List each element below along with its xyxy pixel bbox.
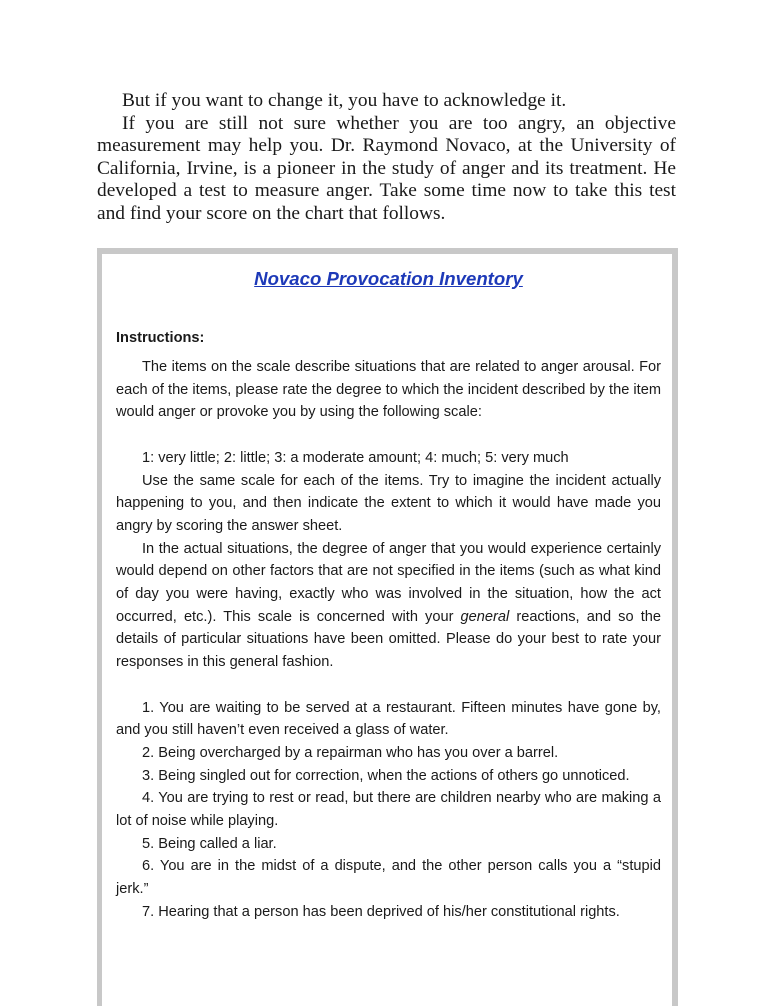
inventory-item: 2. Being overcharged by a repairman who has you over a barrel. [142,744,559,761]
text-run: reactions, and so the details of particular situations have been omitted. Please do your best to rate your responses in this general fashion. [116,608,661,671]
inventory-item: 3. Being singled out for correction, when the actions of others go unnoticed. [142,767,630,784]
intro-text [97,90,676,226]
inventory-item: 5. Being called a liar. [142,835,277,852]
intro-paragraph: But if you want to change it, you have to acknowledge it. [122,90,567,111]
inventory-box [97,248,678,1006]
spacer [116,424,661,447]
instructions-heading: Instructions: [116,330,205,346]
inventory-item: 7. Hearing that a person has been deprived of his/her constitutional rights. [142,903,620,920]
instructions-paragraph: Use the same scale for each of the items. Try to imagine the incident actually happening to you, and then indicate the extent to which it would have made you angry by scoring the answer sheet. [116,472,661,534]
inventory-item: 1. You are waiting to be served at a restaurant. Fifteen minutes have gone by, and you still haven’t even received a glass of water. [116,699,661,739]
rating-scale: 1: very little; 2: little; 3: a moderate amount; 4: much; 5: very much [142,449,569,466]
instructions-paragraph [116,538,661,674]
inventory-item: 4. You are trying to rest or read, but there are children nearby who are making a lot of noise while playing. [116,790,661,830]
spacer [116,674,661,697]
emphasis-word: general [460,608,510,625]
inventory-title: Novaco Provocation Inventory [254,268,523,289]
inventory-item: 6. You are in the midst of a dispute, and the other person calls you a “stupid jerk.” [116,858,661,898]
intro-paragraph: If you are still not sure whether you are too angry, an objective measurement may help you. Dr. Raymond Novaco, at the University of California, Irvine, is a pioneer in the study of anger and its treatment. He developed a test to measure anger. Take some time now to take this test and find your score on the chart that follows. [97,112,676,224]
instructions-paragraph: The items on the scale describe situations that are related to anger arousal. For each of the items, please rate the degree to which the incident described by the item would anger or provoke you by using the following scale: [116,359,661,421]
text-run: In the actual situations, the degree of anger that you would experience certainly would depend on other factors that are not specified in the items (such as what kind of day you were having, exactly who was involved in the situation, how the act occurred, etc.). This scale is concerned with your [116,540,661,625]
